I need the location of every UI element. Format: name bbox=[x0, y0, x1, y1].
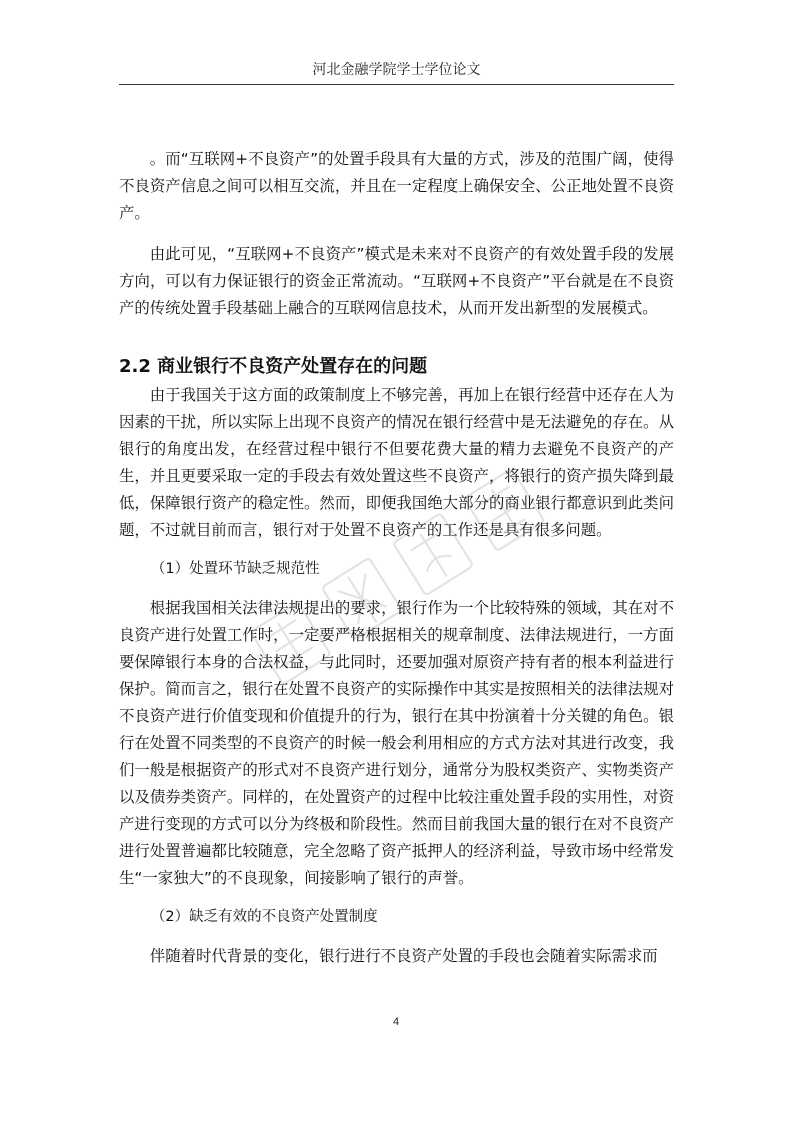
header-rule bbox=[119, 84, 674, 85]
sub-heading: （1）处置环节缺乏规范性 bbox=[150, 561, 320, 577]
running-header: 河北金融学院学士学位论文 bbox=[312, 62, 481, 78]
paragraph: 由此可见，“互联网+不良资产”模式是未来对不良资产的有效处置手段的发展方向，可以有力保证银行的资金正常流动。“互联网+不良资产”平台就是在不良资产的传统处置手段基础上融合的互联网信息技术，从而开发出新型的发展模式。 bbox=[119, 245, 674, 317]
section-heading: 2.2 商业银行不良资产处置存在的问题 bbox=[119, 356, 428, 377]
sub-heading: （2）缺乏有效的不良资产处置制度 bbox=[150, 909, 378, 925]
paragraph: 伴随着时代背景的变化，银行进行不良资产处置的手段也会随着实际需求而 bbox=[149, 947, 658, 965]
paragraph: 由于我国关于这方面的政策制度上不够完善，再加上在银行经营中还存在人为因素的干扰，所以实际上出现不良资产的情况在银行经营中是无法避免的存在。从银行的角度出发，在经营过程中银行不但要花费大量的精力去避免不良资产的产生，并且更要采取一定的手段去有效处置这些不良资产，将银行的资产损失降到最低，保障银行资产的稳定性。然而，即便我国绝大部分的商业银行都意识到此类问题，不过就目前而言，银行对于处置不良资产的工作还是具有很多问题。 bbox=[119, 386, 674, 539]
paragraph: 。而“互联网+不良资产”的处置手段具有大量的方式，涉及的范围广阔，使得不良资产信息之间可以相互交流，并且在一定程度上确保安全、公正地处置不良资产。 bbox=[119, 150, 674, 222]
paragraph: 根据我国相关法律法规提出的要求，银行作为一个比较特殊的领域，其在对不良资产进行处置工作时，一定要严格根据相关的规章制度、法律法规进行，一方面要保障银行本身的合法权益，与此同时，还要加强对原资产持有者的根本利益进行保护。简而言之，银行在处置不良资产的实际操作中其实是按照相关的法律法规对不良资产进行价值变现和价值提升的行为，银行在其中扮演着十分关键的角色。银行在处置不同类型的不良资产的时候一般会利用相应的方式方法对其进行改变，我们一般是根据资产的形式对不良资产进行划分，通常分为股权类资产、实物类资产以及债券类资产。同样的，在处置资产的过程中比较注重处置手段的实用性，对资产进行变现的方式可以分为终极和阶段性。然而目前我国大量的银行在对不良资产进行处置普遍都比较随意，完全忽略了资产抵押人的经济利益，导致市场中经常发生“一家独大”的不良现象，间接影响了银行的声誉。 bbox=[119, 599, 674, 887]
page-number: 4 bbox=[392, 1016, 400, 1028]
body-text bbox=[119, 146, 674, 970]
